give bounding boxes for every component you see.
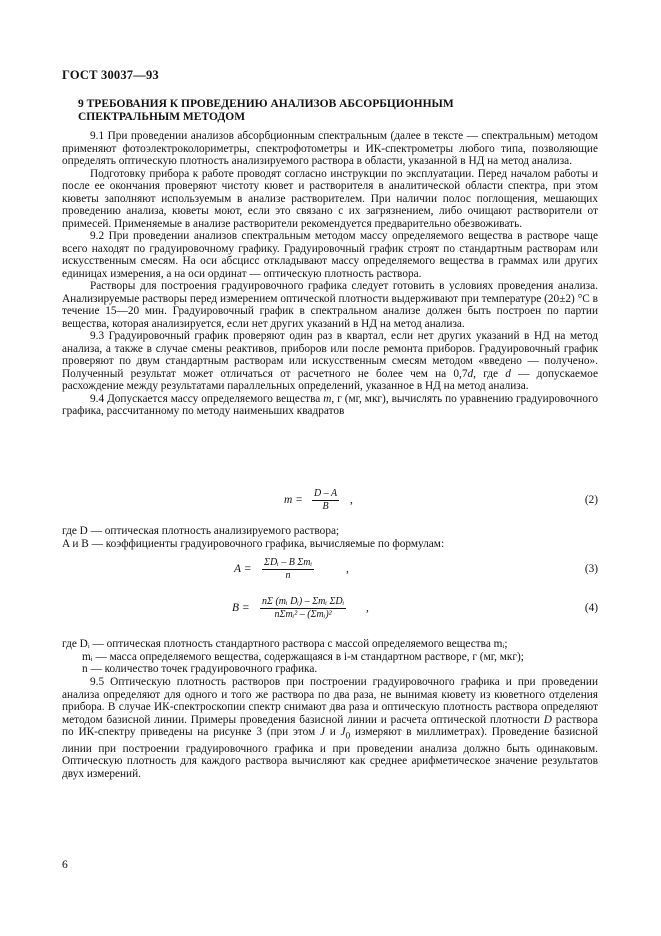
paragraph-9-5: 9.5 Оптическую плотность растворов при построении градуировочного графика и при проведении анализа определяют для одного и того же раствора по два раза, не вынимая кювету из кюветного отделения прибора. В случае ИК-спектроскопии спектр снимают два раза и оптическую плотность раствора определяют методом базисной линии. Примеры проведения базисной линии и расчета оптической плотности D раствора по ИК-спектру приведены на рисунке 3 (при этом J и $J_0$ измеряют в миллиметрах). Проведение базисной линии при построении градуировочного графика и при проведении анализа должно быть одинаковым. Оптическую плотность для каждого раствора вычисляют как среднее арифметическое значение результатов двух измерений. [62,676,598,780]
formula-2-lhs: m = [284,494,303,506]
formula-3-denominator: n [285,570,291,581]
where-line-d: где D — оптическая плотность анализируемого раствора; [62,525,340,537]
page-number: 6 [62,859,68,871]
formula-3-comma: , [346,563,349,575]
formula-4-lhs: B = [232,602,250,614]
where-block-1 [62,525,598,550]
section-title [78,98,598,124]
paragraph-solutions: Растворы для построения градуировочного графика следует готовить в условиях проведения анализа. Анализируемые растворы перед измерением оптической плотности выдерживают при температуре (20±2) °С в течение 15—20 мин. Градуировочный график в спектральном анализе должен быть построен по партии вещества, которая анализируется, если нет других указаний в НД на метод анализа. [62,280,598,330]
formula-4-comma: , [366,602,369,614]
where-line-n: n — количество точек градуировочного графика. [82,663,318,675]
formula-4-number: (4) [584,602,598,614]
formula-2 [62,488,598,514]
section-title-line-2: СПЕКТРАЛЬНЫМ МЕТОДОМ [78,111,246,123]
formula-3-lhs: A = [234,563,252,575]
formula-4-denominator: nΣmᵢ² – (Σmᵢ)² [274,609,332,620]
formula-2-number: (2) [584,494,598,506]
where-line-ab: A и B — коэффициенты градуировочного графика, вычисляемые по формулам: [62,537,445,550]
paragraph-9-4: 9.4 Допускается массу определяемого вещества m, г (мг, мкг), вычислять по уравнению градуировочного графика, рассчитанному по методу наименьших квадратов [62,392,598,417]
paragraph-9-3: 9.3 Градуировочный график проверяют один раз в квартал, если нет других указаний в НД на метод анализа, а также в случае смены реактивов, приборов или после ремонта приборов. Градуировочный график проверяют по двум стандартным растворам или искусственным смесям методом «введено — получено». Полученный результат может отличаться от расчетного не более чем на 0,7d, где d — допускаемое расхождение между результатами параллельных определений, указанное в НД на метод анализа. [62,330,598,392]
paragraph-9-2: 9.2 При проведении анализов спектральным методом массу определяемого вещества в растворе чаще всего находят по градуировочному графику. Градуировочный график строят по стандартным растворам или искусственным смесям. На оси абсцисс откладывают массу определяемого вещества в граммах или других единицах измерения, а на оси ординат — оптическую плотность раствора. [62,230,598,280]
paragraph-preparation: Подготовку прибора к работе проводят согласно инструкции по эксплуатации. Перед началом работы и после ее окончания проверяют чистоту кювет и растворителя в аналитической области спектра, при этом кюветы заполняют используемым в анализе растворителем. При наличии полос поглощения, мешающих проведению анализа, кюветы моют, если это связано с их загрязнением, либо очищают растворители от примесей. Применяемые в анализе растворители рекомендуется предварительно обезвоживать. [62,167,598,230]
formula-4-numerator: nΣ (mᵢ Dᵢ) – Σmᵢ ΣDᵢ [262,596,345,607]
formula-3-fraction [262,557,314,582]
formula-3-numerator: ΣDᵢ – B Σmᵢ [264,557,313,568]
where-line-mi: mᵢ — масса определяемого вещества, содержащаяся в i-м стандартном растворе, г (мг, мкг); [82,650,524,663]
formula-2-comma: , [350,494,353,506]
where-line-di: где Dᵢ — оптическая плотность стандартного раствора с массой определяемого вещества mᵢ; [62,638,508,650]
formula-2-fraction [312,488,339,513]
formula-3 [62,557,598,583]
body-text-block-2 [62,676,598,780]
formula-2-denominator: B [322,501,329,512]
formula-2-numerator: D – A [314,488,338,499]
formula-3-number: (3) [584,563,598,575]
document-header: ГОСТ 30037—93 [62,68,159,82]
body-text-block-1 [62,130,598,418]
formula-4-fraction [260,596,346,621]
paragraph-9-1: 9.1 При проведении анализов абсорбционным спектральным (далее в тексте — спектральным) методом применяют фотоэлектроколориметры, спектрофотометры и ИК-спектрометры любого типа, позволяющие определять оптическую плотность анализируемого раствора в области, указанной в НД на метод анализа. [62,130,598,167]
where-block-2 [62,638,598,676]
section-title-line-1: 9 ТРЕБОВАНИЯ К ПРОВЕДЕНИЮ АНАЛИЗОВ АБСОРБЦИОННЫМ [78,98,454,110]
formula-4 [62,596,598,622]
